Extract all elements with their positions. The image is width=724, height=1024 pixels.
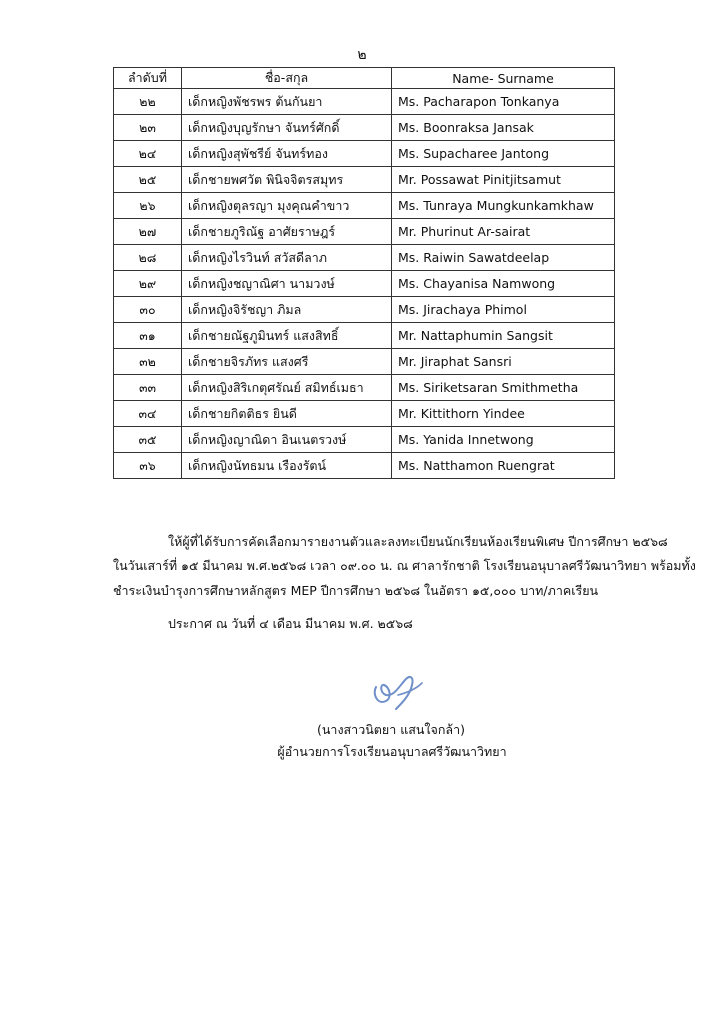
row-english-name: Mr. Possawat Pinitjitsamut: [392, 167, 615, 193]
row-thai-name: เด็กหญิงนัทธมน เรืองรัตน์: [182, 453, 392, 479]
signer-title: ผู้อำนวยการโรงเรียนอนุบาลศรีวัฒนาวิทยา: [277, 744, 507, 759]
row-number: ๒๔: [114, 141, 182, 167]
row-number: ๓๓: [114, 375, 182, 401]
row-english-name: Ms. Yanida Innetwong: [392, 427, 615, 453]
row-thai-name: เด็กหญิงจิรัชญา ภิมล: [182, 297, 392, 323]
row-english-name: Mr. Jiraphat Sansri: [392, 349, 615, 375]
row-number: ๓๕: [114, 427, 182, 453]
header-thai-name: ชื่อ-สกุล: [182, 68, 392, 89]
row-english-name: Ms. Raiwin Sawatdeelap: [392, 245, 615, 271]
row-number: ๓๖: [114, 453, 182, 479]
signer-name: (นางสาวนิตยา แสนใจกล้า): [317, 722, 465, 737]
row-english-name: Ms. Pacharapon Tonkanya: [392, 89, 615, 115]
row-number: ๓๐: [114, 297, 182, 323]
row-number: ๒๖: [114, 193, 182, 219]
row-thai-name: เด็กหญิงญาณิดา อินเนตรวงษ์: [182, 427, 392, 453]
table-row: [114, 167, 615, 193]
row-english-name: Ms. Tunraya Mungkunkamkhaw: [392, 193, 615, 219]
table-row: [114, 141, 615, 167]
row-thai-name: เด็กหญิงตุลรญา มุงคุณคำขาว: [182, 193, 392, 219]
table-row: [114, 323, 615, 349]
row-number: ๓๑: [114, 323, 182, 349]
row-english-name: Ms. Jirachaya Phimol: [392, 297, 615, 323]
row-thai-name: เด็กหญิงสุพัชรีย์ จันทร์ทอง: [182, 141, 392, 167]
row-number: ๓๒: [114, 349, 182, 375]
table-row: [114, 115, 615, 141]
row-number: ๒๙: [114, 271, 182, 297]
row-thai-name: เด็กชายณัฐภูมินทร์ แสงสิทธิ์: [182, 323, 392, 349]
row-number: ๒๘: [114, 245, 182, 271]
row-english-name: Mr. Kittithorn Yindee: [392, 401, 615, 427]
row-english-name: Mr. Phurinut Ar-sairat: [392, 219, 615, 245]
row-number: ๓๔: [114, 401, 182, 427]
row-english-name: Ms. Chayanisa Namwong: [392, 271, 615, 297]
row-thai-name: เด็กหญิงชญาณิศา นามวงษ์: [182, 271, 392, 297]
signature-image: [362, 665, 426, 715]
header-english-name: Name- Surname: [392, 68, 615, 89]
row-english-name: Ms. Natthamon Ruengrat: [392, 453, 615, 479]
table-row: [114, 375, 615, 401]
row-number: ๒๗: [114, 219, 182, 245]
row-english-name: Ms. Siriketsaran Smithmetha: [392, 375, 615, 401]
row-english-name: Ms. Supacharee Jantong: [392, 141, 615, 167]
student-roster-table: [113, 67, 615, 479]
row-thai-name: เด็กชายกิตติธร ยินดี: [182, 401, 392, 427]
table-header-row: [114, 68, 615, 89]
row-english-name: Mr. Nattaphumin Sangsit: [392, 323, 615, 349]
table-row: [114, 245, 615, 271]
row-thai-name: เด็กหญิงสิริเกตุศรัณย์ สมิทธ์เมธา: [182, 375, 392, 401]
row-english-name: Ms. Boonraksa Jansak: [392, 115, 615, 141]
body-line-2: ในวันเสาร์ที่ ๑๕ มีนาคม พ.ศ.๒๕๖๘ เวลา ๐๙.๐๐ น. ณ ศาลารักชาติ โรงเรียนอนุบาลศรีวัฒนาวิทยา พร้อมทั้ง: [113, 558, 696, 573]
row-number: ๒๓: [114, 115, 182, 141]
page-number: ๒: [357, 47, 367, 63]
row-thai-name: เด็กหญิงพัชรพร ต้นกันยา: [182, 89, 392, 115]
row-number: ๒๕: [114, 167, 182, 193]
table-row: [114, 193, 615, 219]
row-number: ๒๒: [114, 89, 182, 115]
row-thai-name: เด็กชายพศวัต พินิจจิตรสมุทร: [182, 167, 392, 193]
table-row: [114, 427, 615, 453]
body-line-1: ให้ผู้ที่ได้รับการคัดเลือกมารายงานตัวและลงทะเบียนนักเรียนห้องเรียนพิเศษ ปีการศึกษา ๒๕๖๘: [168, 534, 668, 549]
table-row: [114, 89, 615, 115]
table-row: [114, 401, 615, 427]
announcement-date: ประกาศ ณ วันที่ ๔ เดือน มีนาคม พ.ศ. ๒๕๖๘: [168, 616, 413, 631]
header-number: ลำดับที่: [114, 68, 182, 89]
body-line-3: ชำระเงินบำรุงการศึกษาหลักสูตร MEP ปีการศึกษา ๒๕๖๘ ในอัตรา ๑๕,๐๐๐ บาท/ภาคเรียน: [113, 583, 599, 598]
row-thai-name: เด็กชายภูริณัฐ อาศัยราษฎร์: [182, 219, 392, 245]
table-row: [114, 349, 615, 375]
row-thai-name: เด็กชายจิรภัทร แสงศรี: [182, 349, 392, 375]
row-thai-name: เด็กหญิงบุญรักษา จันทร์ศักดิ์: [182, 115, 392, 141]
table-row: [114, 453, 615, 479]
table-row: [114, 297, 615, 323]
row-thai-name: เด็กหญิงไรวินท์ สวัสดีลาภ: [182, 245, 392, 271]
table-row: [114, 271, 615, 297]
table-row: [114, 219, 615, 245]
table-body: [114, 89, 615, 479]
